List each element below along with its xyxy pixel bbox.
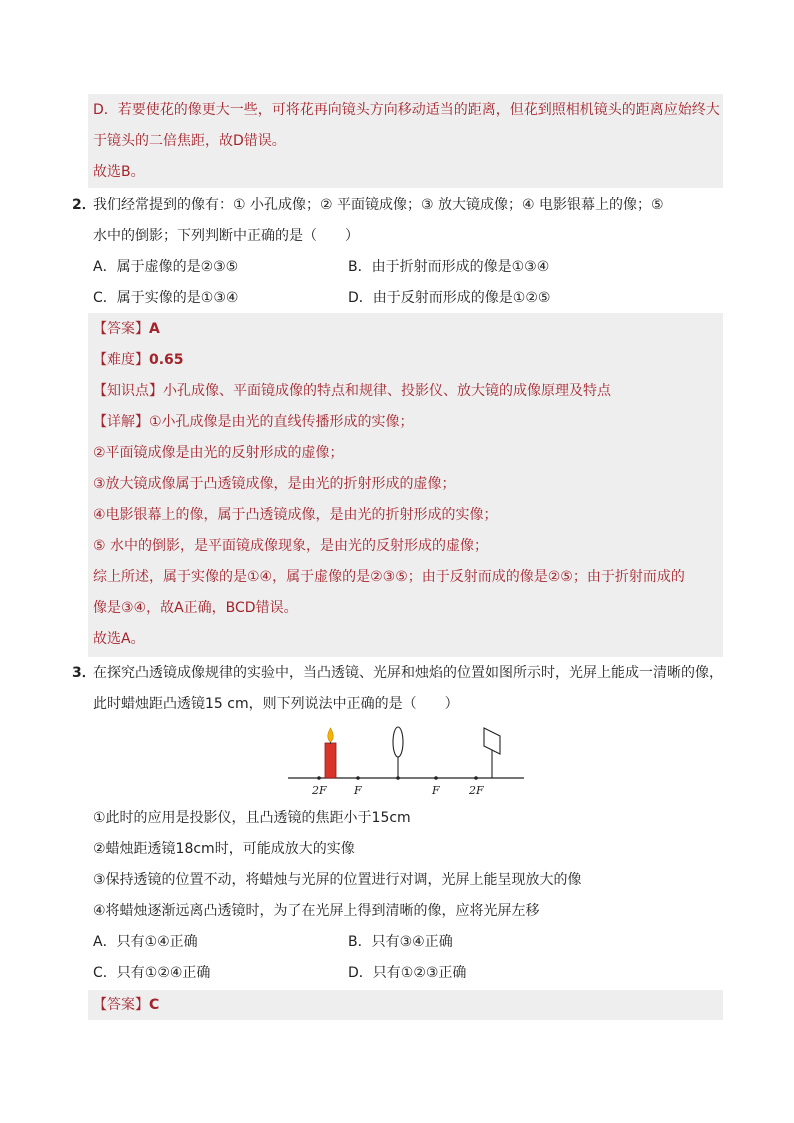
q2-difficulty-label: 【难度】 [93, 352, 149, 368]
q2-option-d: D．由于反射而形成的像是①②⑤ [348, 290, 551, 306]
q2-detail-line4: ④电影银幕上的像，属于凸透镜成像，是由光的折射形成的实像； [93, 507, 498, 523]
point-lens-center [396, 776, 400, 780]
q2-number: 2． [72, 197, 96, 213]
q2-detail-line5: ⑤ 水中的倒影，是平面镜成像现象，是由光的反射形成的虚像； [93, 538, 488, 554]
label-left-f: F [354, 784, 362, 797]
convex-lens [393, 727, 403, 757]
point-left-f [356, 776, 360, 780]
q2-choice: 故选A。 [93, 631, 145, 647]
q3-statement-1: ①此时的应用是投影仪，且凸透镜的焦距小于15cm [93, 810, 411, 826]
prev-solution-d-line1: D．若要使花的像更大一些，可将花再向镜头方向移动适当的距离，但花到照相机镜头的距离应始终大 [93, 102, 720, 118]
q3-answer-block [88, 990, 723, 1020]
q2-option-b: B．由于折射而形成的像是①③④ [348, 259, 550, 275]
prev-solution-d-line2: 于镜头的二倍焦距，故D错误。 [93, 133, 286, 149]
prev-solution-choice: 故选B。 [93, 164, 145, 180]
q2-detail-line1 [93, 412, 414, 432]
q3-statement-2: ②蜡烛距透镜18cm时，可能成放大的实像 [93, 841, 355, 857]
q2-detail-line3: ③放大镜成像属于凸透镜成像，是由光的折射形成的虚像； [93, 476, 456, 492]
label-right-f: F [432, 784, 440, 797]
q2-stem-line2: 水中的倒影；下列判断中正确的是（ ） [93, 228, 359, 244]
optics-bench-figure [286, 722, 526, 802]
label-left-2f: 2F [312, 784, 327, 797]
q2-knowledge-value: 小孔成像、平面镜成像的特点和规律、投影仪、放大镜的成像原理及特点 [163, 383, 611, 399]
q2-detail-line6: 综上所述，属于实像的是①④，属于虚像的是②③⑤；由于反射而成的像是②⑤；由于折射而成的 [93, 569, 685, 585]
point-right-2f [474, 776, 478, 780]
q3-option-c: C．只有①②④正确 [93, 965, 211, 981]
q3-stem-line2: 此时蜡烛距凸透镜15 cm，则下列说法中正确的是（ ） [93, 696, 459, 712]
q2-difficulty [93, 350, 184, 370]
point-left-2f [317, 776, 321, 780]
q3-option-a: A．只有①④正确 [93, 934, 198, 950]
candle-flame [328, 728, 333, 742]
q3-option-b: B．只有③④正确 [348, 934, 453, 950]
q3-answer [93, 995, 159, 1015]
q3-statement-3: ③保持透镜的位置不动，将蜡烛与光屏的位置进行对调，光屏上能呈现放大的像 [93, 872, 582, 888]
q2-difficulty-value: 0.65 [149, 352, 184, 368]
q3-stem-line1: 在探究凸透镜成像规律的实验中，当凸透镜、光屏和烛焰的位置如图所示时，光屏上能成一清晰的像， [93, 665, 723, 681]
q2-detail-line7: 像是③④，故A正确，BCD错误。 [93, 600, 298, 616]
q3-answer-label: 【答案】 [93, 997, 149, 1013]
candle-body [325, 743, 336, 778]
q2-stem-line1: 我们经常提到的像有：① 小孔成像；② 平面镜成像；③ 放大镜成像；④ 电影银幕上的像；⑤ [93, 197, 664, 213]
q3-answer-value: C [149, 997, 160, 1013]
q2-answer-label: 【答案】 [93, 321, 149, 337]
q2-detail-line2: ②平面镜成像是由光的反射形成的虚像； [93, 445, 344, 461]
q3-option-d: D．只有①②③正确 [348, 965, 467, 981]
q3-number: 3． [72, 665, 96, 681]
q2-answer-value: A [149, 321, 160, 337]
q2-detail-text: ①小孔成像是由光的直线传播形成的实像； [149, 414, 414, 430]
q2-knowledge-label: 【知识点】 [93, 383, 163, 399]
q2-detail-label: 【详解】 [93, 414, 149, 430]
point-right-f [434, 776, 438, 780]
q3-statement-4: ④将蜡烛逐渐远离凸透镜时，为了在光屏上得到清晰的像，应将光屏左移 [93, 903, 540, 919]
q2-knowledge [93, 381, 611, 401]
label-right-2f: 2F [469, 784, 484, 797]
q2-option-a: A．属于虚像的是②③⑤ [93, 259, 239, 275]
q2-answer [93, 319, 160, 339]
q2-option-c: C．属于实像的是①③④ [93, 290, 239, 306]
